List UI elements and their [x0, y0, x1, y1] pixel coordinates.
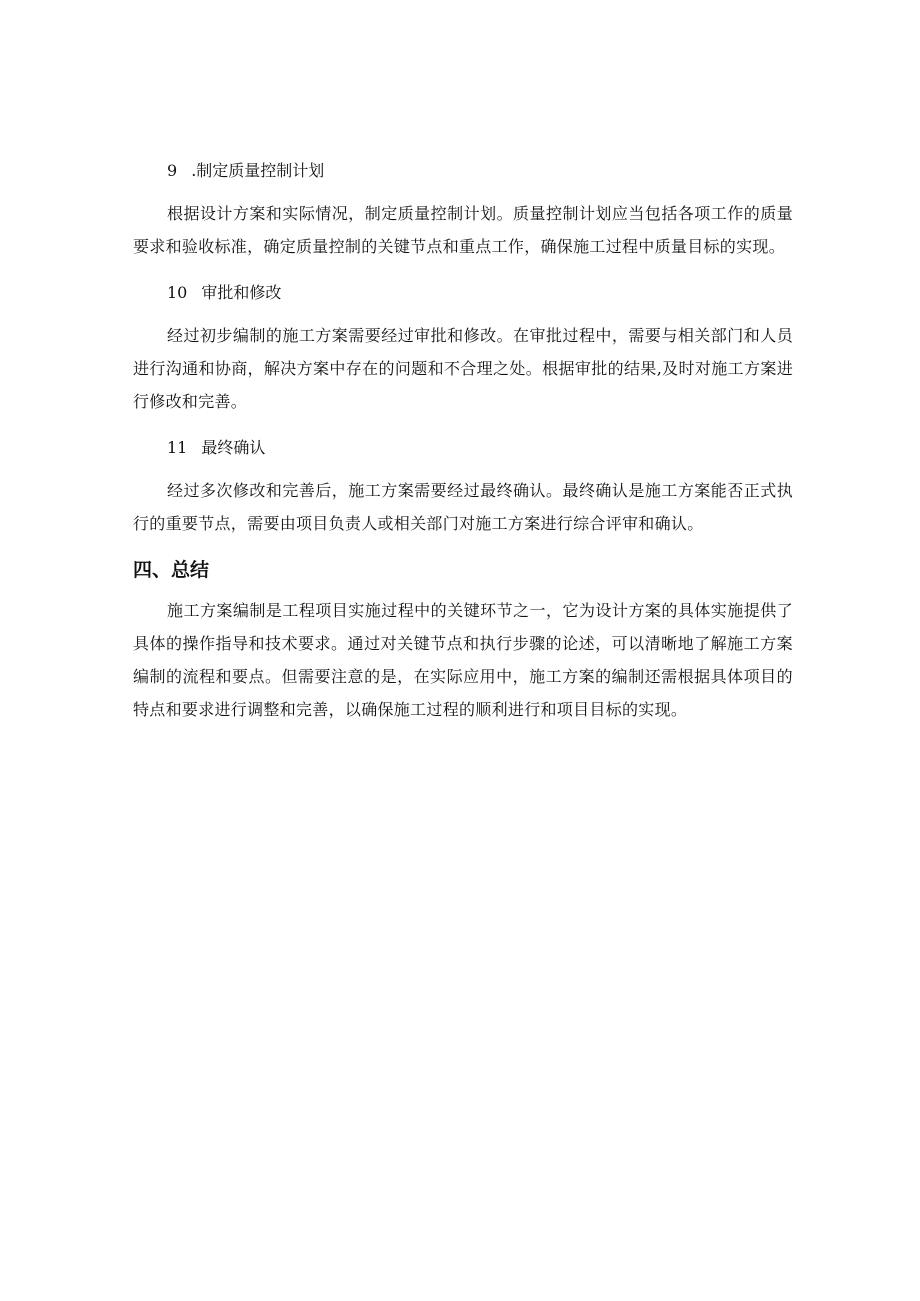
item-10-heading	[167, 279, 793, 307]
summary-heading: 四、总结	[133, 559, 210, 581]
item-11-body: 经过多次修改和完善后，施工方案需要经过最终确认。最终确认是施工方案能否正式执行的重要节点，需要由项目负责人或相关部门对施工方案进行综合评审和确认。	[133, 481, 793, 533]
item-9-heading	[167, 157, 793, 185]
item-11-number: 11	[167, 438, 188, 457]
item-10-number: 10	[167, 283, 188, 302]
item-11-heading	[167, 434, 793, 462]
item-9-body: 根据设计方案和实际情况，制定质量控制计划。质量控制计划应当包括各项工作的质量要求和验收标准，确定质量控制的关键节点和重点工作，确保施工过程中质量目标的实现。	[133, 204, 793, 256]
item-9-number: 9	[167, 161, 178, 180]
item-10-body: 经过初步编制的施工方案需要经过审批和修改。在审批过程中，需要与相关部门和人员进行沟通和协商，解决方案中存在的问题和不合理之处。根据审批的结果,及时对施工方案进行修改和完善。	[133, 326, 793, 411]
item-10-title: 审批和修改	[201, 283, 282, 302]
item-9-title: .制定质量控制计划	[191, 161, 325, 180]
document-content	[133, 157, 793, 742]
summary-body: 施工方案编制是工程项目实施过程中的关键环节之一，它为设计方案的具体实施提供了具体的操作指导和技术要求。通过对关键节点和执行步骤的论述，可以清晰地了解施工方案编制的流程和要点。但需要注意的是，在实际应用中，施工方案的编制还需根据具体项目的特点和要求进行调整和完善，以确保施工过程的顺利进行和项目目标的实现。	[133, 601, 793, 719]
item-11-title: 最终确认	[201, 438, 266, 457]
